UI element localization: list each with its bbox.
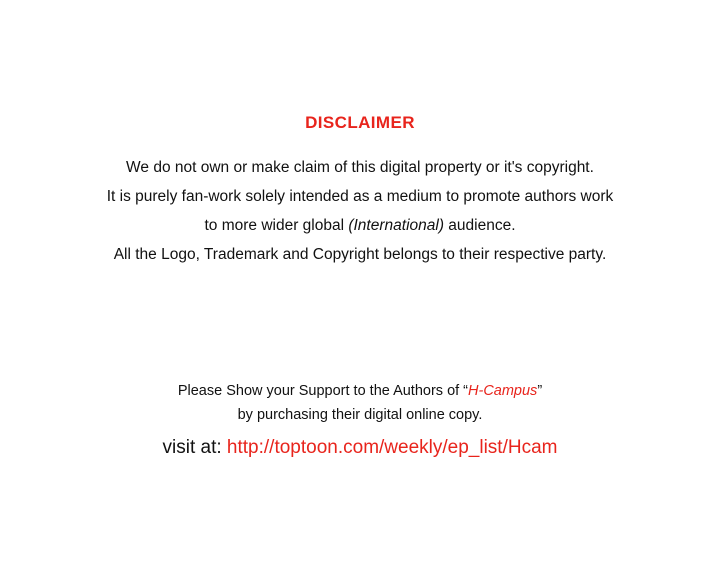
series-name: H-Campus — [468, 383, 538, 399]
disclaimer-line-1: We do not own or make claim of this digital property or it's copyright. — [126, 159, 594, 176]
visit-link-row — [0, 437, 720, 459]
support-line-1-after: ” — [537, 383, 543, 399]
support-line-1-before: Please Show your Support to the Authors of “ — [177, 383, 469, 399]
disclaimer-line-3 — [0, 211, 720, 240]
support-message — [0, 379, 720, 427]
disclaimer-line-3-italic: (International) — [348, 217, 444, 234]
disclaimer-line-4: All the Logo, Trademark and Copyright belongs to their respective party. — [113, 246, 607, 263]
support-line-1 — [0, 379, 720, 403]
visit-url-link[interactable]: http://toptoon.com/weekly/ep_list/Hcam — [226, 437, 558, 458]
visit-label: visit at: — [162, 437, 227, 458]
disclaimer-line-2: It is purely fan-work solely intended as a medium to promote authors work — [106, 188, 614, 205]
page-title: DISCLAIMER — [305, 113, 415, 132]
disclaimer-line-3-before: to more wider global — [204, 217, 349, 234]
support-line-2: by purchasing their digital online copy. — [237, 407, 483, 423]
disclaimer-line-3-after: audience. — [443, 217, 516, 234]
disclaimer-text — [0, 153, 720, 269]
